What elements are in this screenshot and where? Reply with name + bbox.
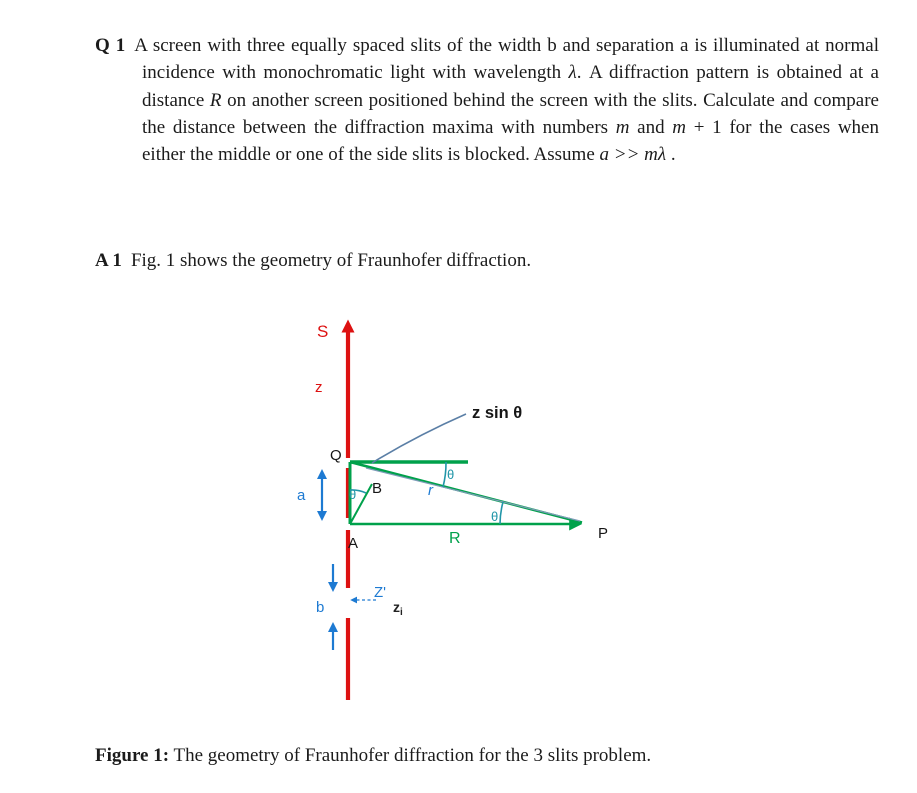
point-label-P: P: [598, 525, 609, 542]
z-i-label: $z_i$: [393, 599, 403, 618]
z-sin-theta-pointer-line: [372, 414, 466, 463]
figure-caption-text: The geometry of Fraunhofer diffraction for the 3 slits problem.: [169, 745, 652, 766]
angle-label-theta-at-A: θ: [349, 487, 357, 502]
question-text: A screen with three equally spaced slits of the width b and separation a is illuminated at normal incidence with monochromatic light with wavelength λ. A diffraction pattern is obtained at a distance R on another screen positioned behind the screen with the slits. Calculate and compare the distance between the diffraction maxima with numbers m and m + 1 for the cases when either the middle or one of the side slits is blocked. Assume a >> mλ .: [134, 35, 879, 166]
angle-label-theta-at-P: θ: [491, 509, 499, 524]
axis-label-z: z: [315, 379, 323, 396]
slit-width-label-b: b: [316, 599, 325, 616]
point-label-Q: Q: [330, 447, 342, 464]
z-prime-label: Z': [374, 584, 387, 601]
path-difference-label: z sin θ: [472, 404, 523, 422]
answer-label: A 1: [95, 250, 122, 271]
figure-caption: [95, 744, 885, 768]
figure-caption-label: Figure 1:: [95, 745, 170, 766]
point-label-A: A: [348, 535, 359, 552]
separation-label-a: a: [297, 487, 306, 504]
distance-label-R: R: [449, 530, 461, 547]
angle-label-theta-at-Q: θ: [447, 467, 455, 482]
fraunhofer-diagram: [0, 300, 917, 745]
answer-text: Fig. 1 shows the geometry of Fraunhofer diffraction.: [130, 250, 532, 271]
theta-arc-at-P: [500, 502, 503, 524]
answer-paragraph: [95, 248, 879, 274]
auxiliary-line-BP: [366, 468, 580, 521]
question-paragraph: [95, 32, 879, 168]
question-label: Q 1: [95, 35, 126, 56]
axis-label-S: S: [317, 322, 329, 341]
distance-label-r: r: [428, 482, 433, 499]
theta-arc-at-Q: [443, 462, 446, 487]
point-label-B: B: [372, 480, 383, 497]
